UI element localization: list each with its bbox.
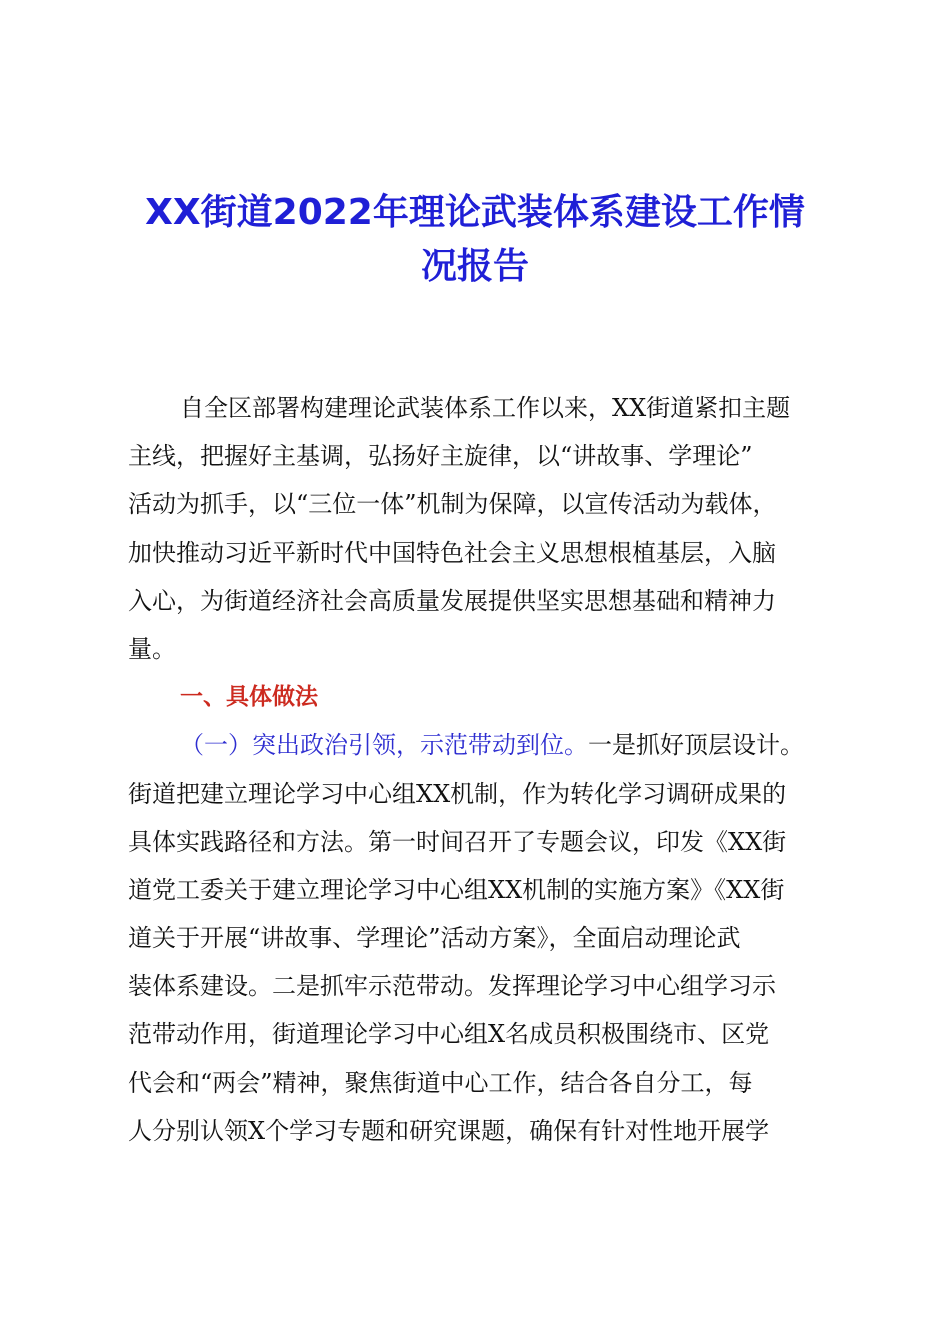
- section-line-6: 范带动作用，街道理论学习中心组X名成员积极围绕市、区党: [128, 1020, 770, 1049]
- intro-line-2: 主线，把握好主基调，弘扬好主旋律，以“讲故事、学理论”: [128, 442, 753, 471]
- subsection-label: （一）突出政治引领，示范带动到位。: [180, 731, 588, 760]
- section-line-4: 道关于开展“讲故事、学理论”活动方案》，全面启动理论武: [128, 924, 741, 953]
- title-line-1: XX街道2022年理论武装体系建设工作情: [145, 192, 805, 233]
- document-title: [100, 186, 850, 294]
- section-line-8: 人分别认领X个学习专题和研究课题，确保有针对性地开展学: [128, 1116, 770, 1145]
- section-line-3: 道党工委关于建立理论学习中心组XX机制的实施方案》《XX街: [128, 875, 785, 904]
- subsection-first-line: [128, 721, 840, 769]
- subsection-first-line-rest: 一是抓好顶层设计。: [588, 731, 804, 760]
- intro-line-4: 加快推动习近平新时代中国特色社会主义思想根植基层，入脑: [128, 538, 776, 567]
- document-body: [128, 384, 840, 1155]
- section-line-2: 具体实践路径和方法。第一时间召开了专题会议，印发《XX街: [128, 827, 787, 856]
- intro-line-3: 活动为抓手，以“三位一体”机制为保障，以宣传活动为载体，: [128, 490, 777, 519]
- intro-line-6: 量。: [128, 634, 176, 663]
- section-heading: 一、具体做法: [180, 684, 318, 711]
- intro-line-1: 自全区部署构建理论武装体系工作以来，XX街道紧扣主题: [180, 394, 791, 422]
- title-line-2: 况报告: [420, 246, 529, 287]
- section-line-1: 街道把建立理论学习中心组XX机制，作为转化学习调研成果的: [128, 779, 787, 808]
- section-line-7: 代会和“两会”精神，聚焦街道中心工作，结合各自分工，每: [128, 1068, 753, 1097]
- section-line-5: 装体系建设。二是抓牢示范带动。发挥理论学习中心组学习示: [128, 972, 776, 1001]
- intro-line-5: 入心，为街道经济社会高质量发展提供坚实思想基础和精神力: [128, 586, 776, 615]
